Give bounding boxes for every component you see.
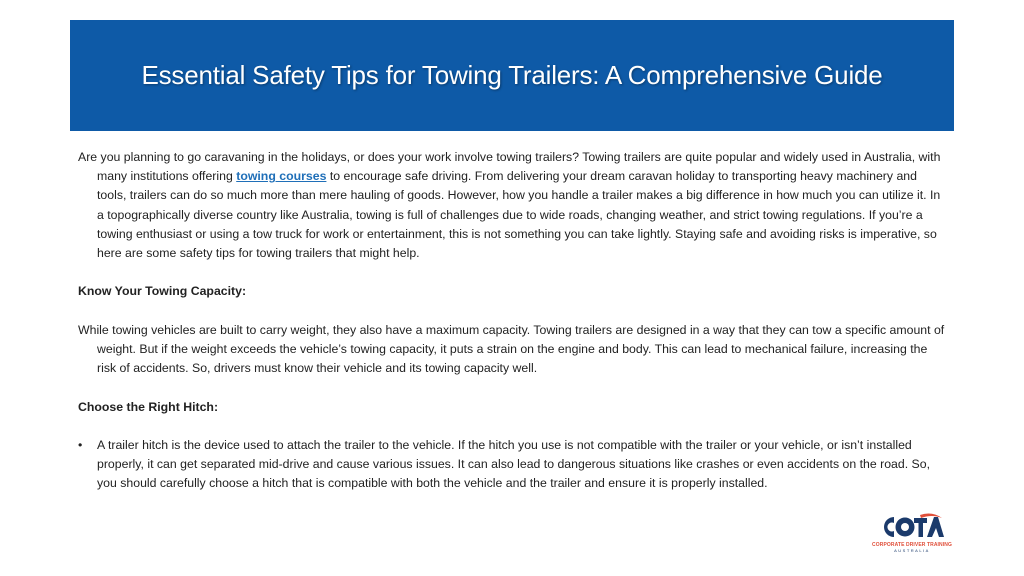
intro-text-before-link: Are you planning to go caravaning in the holidays, or does your work involve towing trailers? Towing trailers are quite popular and widely used in Australia, with many institutions offering bbox=[78, 150, 941, 184]
page-title: Essential Safety Tips for Towing Trailers: A Comprehensive Guide bbox=[141, 60, 883, 90]
logo-tagline: CORPORATE DRIVER TRAINING bbox=[872, 542, 952, 548]
intro-text-after-link: to encourage safe driving. From delivering your dream caravan holiday to transporting heavy machinery and tools, trailers can do so much more than mere hauling of goods. However, how you handle a trailer makes a big difference in how much you can utilize it. In a topographically diverse country like Australia, towing is full of challenges due to wide roads, changing weather, and strict towing regulations. If you’re a towing enthusiast or using a tow truck for work or entertainment, this is not something you can take lightly. Staying safe and avoiding risks is imperative, so here are some safety tips for towing trailers that might help. bbox=[97, 169, 941, 261]
towing-capacity-paragraph: While towing vehicles are built to carry weight, they also have a maximum capacity. Towing trailers are designed in a way that they can tow a specific amount of weight. But if the weight exceeds the vehicle’s towing capacity, it puts a strain on the engine and body. This can lead to mechanical failure, increasing the risk of accidents. So, drivers must know their vehicle and its towing capacity well. bbox=[78, 322, 945, 376]
hitch-bullet-text: A trailer hitch is the device used to attach the trailer to the vehicle. If the hitch you use is not compatible with the trailer or your vehicle, or isn’t installed properly, it can get separated mid-drive and cause various issues. It can also lead to dangerous situations like crashes or even accidents on the road. So, you should carefully choose a hitch that is compatible with both the vehicle and the trailer and ensure it is properly installed. bbox=[97, 437, 931, 491]
section-heading-choose-hitch: Choose the Right Hitch: bbox=[78, 399, 219, 414]
article-body bbox=[78, 148, 948, 494]
section-heading-towing-capacity: Know Your Towing Capacity: bbox=[78, 284, 247, 299]
bullet-point-icon: • bbox=[78, 437, 83, 452]
title-banner bbox=[70, 20, 954, 131]
hitch-bullet-item bbox=[78, 436, 948, 494]
towing-courses-link[interactable]: towing courses bbox=[236, 169, 327, 184]
logo-country: AUSTRALIA bbox=[894, 548, 930, 553]
intro-paragraph bbox=[78, 148, 948, 263]
cota-logo bbox=[870, 512, 954, 556]
cota-logo-mark-icon bbox=[880, 512, 944, 542]
